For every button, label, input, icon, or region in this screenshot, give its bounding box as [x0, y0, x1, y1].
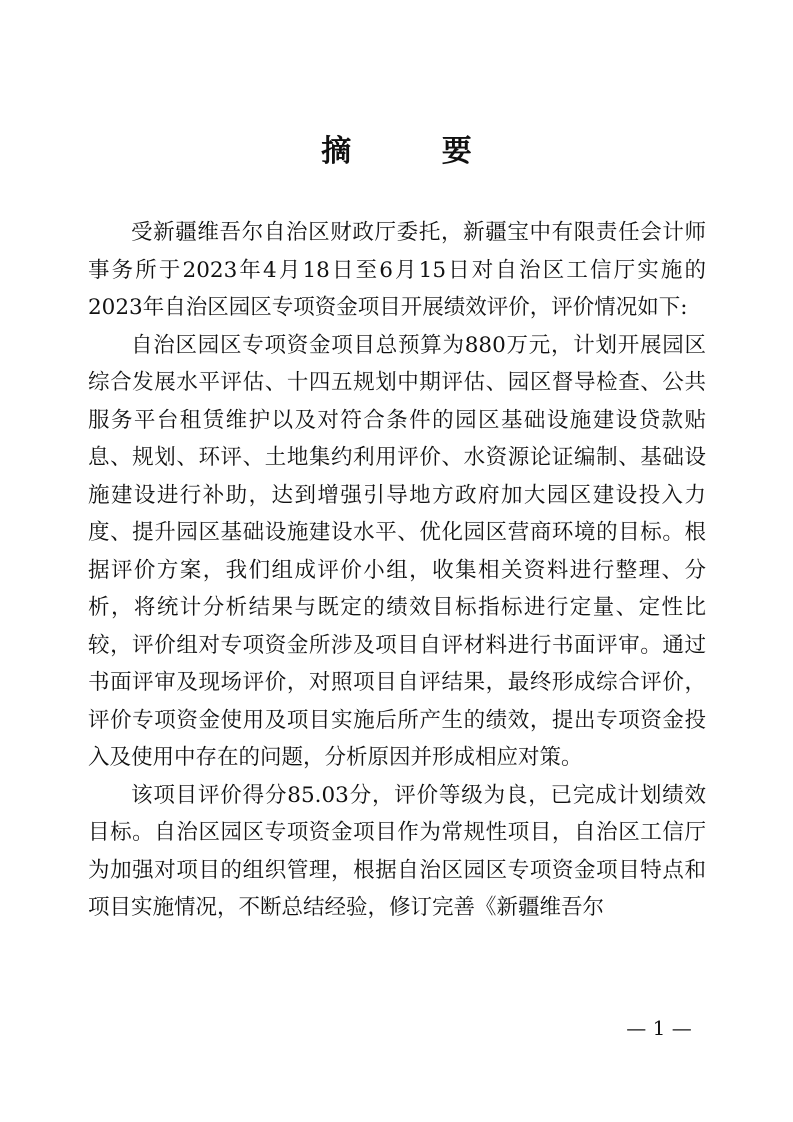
- page-number: — 1 —: [626, 1016, 692, 1040]
- paragraph-commission: 受新疆维吾尔自治区财政厅委托，新疆宝中有限责任会计师事务所于2023年4月18日至6月15日对自治区工信厅实施的2023年自治区园区专项资金项目开展绩效评价，评价情况如下:: [88, 220, 706, 320]
- page-title: 摘 要: [321, 134, 512, 169]
- paragraph-project-overview: 自治区园区专项资金项目总预算为880万元，计划开展园区综合发展水平评估、十四五规划中期评估、园区督导检查、公共服务平台租赁维护以及对符合条件的园区基础设施建设贷款贴息、规划、环评、土地集约利用评价、水资源论证编制、基础设施建设进行补助，达到增强引导地方政府加大园区建设投入力度、提升园区基础设施建设水平、优化园区营商环境的目标。根据评价方案，我们组成评价小组，收集相关资料进行整理、分析，将统计分析结果与既定的绩效目标指标进行定量、定性比较，评价组对专项资金所涉及项目自评材料进行书面评审。通过书面评审及现场评价，对照项目自评结果，最终形成综合评价，评价专项资金使用及项目实施后所产生的绩效，提出专项资金投入及使用中存在的问题，分析原因并形成相应对策。: [88, 332, 706, 770]
- paragraph-evaluation-result: 该项目评价得分85.03分，评价等级为良，已完成计划绩效目标。自治区园区专项资金项目作为常规性项目，自治区工信厅为加强对项目的组织管理，根据自治区园区专项资金项目特点和项目实施情况，不断总结经验，修订完善《新疆维吾尔: [88, 782, 706, 920]
- body-text: [88, 214, 706, 927]
